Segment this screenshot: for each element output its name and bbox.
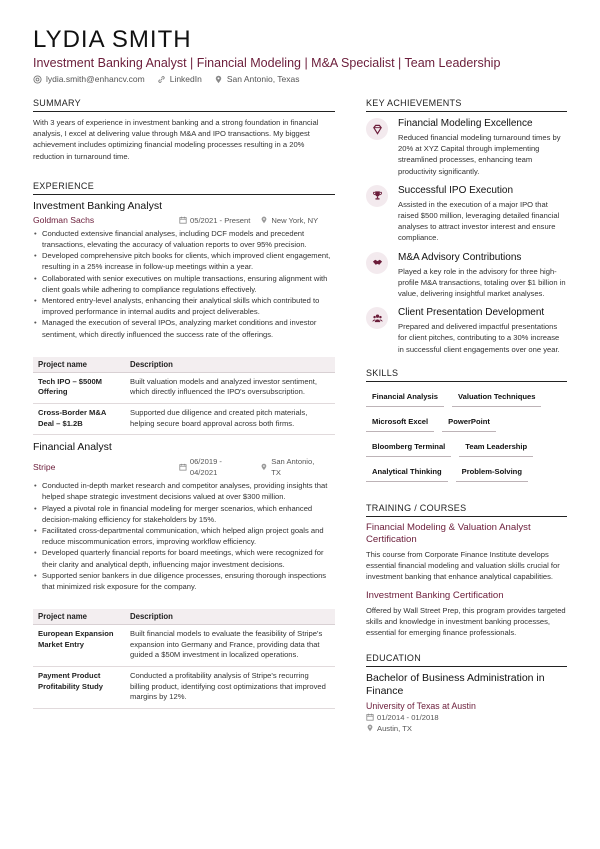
location-pin-icon <box>366 724 374 732</box>
project-desc: Conducted a profitability analysis of Stripe's recurring billing product, identifying cost optimizations that improved margins by 12%. <box>125 667 335 709</box>
experience-heading: EXPERIENCE <box>33 181 335 195</box>
link-icon <box>157 75 166 84</box>
course-desc: Offered by Wall Street Prep, this program provides targeted skills and knowledge in investment banking processes, essential for emerging finance professionals. <box>366 605 566 638</box>
job-meta <box>33 456 335 478</box>
handshake-icon <box>372 257 383 268</box>
bullet-item: • Managed the execution of several IPOs, analyzing market conditions and investor sentiment, which directly influenced the success rate of the offerings. <box>33 317 335 339</box>
education-location <box>366 724 567 733</box>
job-dates-text: 06/2019 - 04/2021 <box>189 457 222 478</box>
contact-row <box>33 74 573 84</box>
achievements-heading: KEY ACHIEVEMENTS <box>366 98 567 112</box>
job-location <box>260 456 325 478</box>
skill-tag: Bloomberg Terminal <box>366 437 451 457</box>
job-dates <box>179 215 250 226</box>
job-title: Investment Banking Analyst <box>33 199 162 212</box>
project-table <box>33 609 335 709</box>
education-school: University of Texas at Austin <box>366 700 476 711</box>
project-desc: Built financial models to evaluate the feasibility of Stripe's expansion into Germany and France, providing data that guided a $50M investment in localized operations. <box>125 625 335 667</box>
training-heading: TRAINING / COURSES <box>366 503 567 517</box>
achievement-icon-wrap <box>366 185 388 207</box>
bullet-item: • Mentored entry-level analysts, enhancing their analytical skills which contributed to improved performance in internal audits and project deliverables. <box>33 295 335 317</box>
achievement-item <box>366 251 567 300</box>
achievement-item <box>366 184 567 244</box>
skill-tag: PowerPoint <box>442 412 496 432</box>
bullet-item: • Conducted in-depth market research and competitor analyses, providing insights that helped shape strategic investment decisions valued at over $300 million. <box>33 480 335 502</box>
column-header: Project name <box>33 357 125 373</box>
column-header: Description <box>125 609 335 625</box>
bullet-item: • Developed quarterly financial reports for board meetings, which were recognized for their clarity and analytical depth, influencing major investment decisions. <box>33 547 335 569</box>
table-row <box>33 667 335 709</box>
education-heading: EDUCATION <box>366 653 567 667</box>
job-bullets <box>33 480 335 592</box>
table-header-row <box>33 609 335 625</box>
job-entry <box>33 441 335 709</box>
at-icon <box>33 75 42 84</box>
resume-header <box>33 26 573 84</box>
achievement-desc: Prepared and delivered impactful presentations for client pitches, contributing to a 30% increase in successful client engagements over one year. <box>398 322 560 354</box>
job-location-text: New York, NY <box>271 215 319 225</box>
education-location-text: Austin, TX <box>377 723 412 733</box>
skills-list <box>366 387 567 487</box>
column-header: Description <box>125 357 335 373</box>
job-entry <box>33 200 335 435</box>
achievement-title: Successful IPO Execution <box>398 184 514 196</box>
achievement-desc: Reduced financial modeling turnaround times by 20% at XYZ Capital through implementing streamlined processes, enhancing team productivity significantly. <box>398 133 561 176</box>
project-name: European Expansion Market Entry <box>33 625 125 667</box>
project-name: Tech IPO – $500M Offering <box>33 372 125 403</box>
summary-text: With 3 years of experience in investment banking and a strong foundation in financial analysis, I excel at delivering value through M&A and IPO transactions. My biggest achievement includes optimizing financial modeling processes resulting in a 20% reduction in turnaround time. <box>33 118 319 161</box>
bullet-item: • Supported senior bankers in due diligence processes, ensuring thorough inspections that minimized risk exposure for the company. <box>33 570 335 592</box>
project-desc: Built valuation models and analyzed investor sentiment, which directly influenced the IPO's oversubscription. <box>125 372 335 403</box>
linkedin-text: LinkedIn <box>169 74 202 84</box>
column-header: Project name <box>33 609 125 625</box>
skill-tag: Financial Analysis <box>366 387 444 407</box>
achievement-desc: Played a key role in the advisory for three high-profile M&A transactions, totaling over $1 billion in value, delivering insightful market analyses. <box>398 266 566 299</box>
achievement-title: Client Presentation Development <box>398 307 545 319</box>
achievement-icon-wrap <box>366 252 388 274</box>
table-row <box>33 625 335 667</box>
job-bullets <box>33 228 335 340</box>
company-name: Stripe <box>33 461 56 472</box>
contact-email[interactable] <box>33 74 145 84</box>
location-pin-icon <box>214 75 223 84</box>
location-text: San Antonio, Texas <box>226 74 300 84</box>
candidate-headline: Investment Banking Analyst | Financial Modeling | M&A Specialist | Team Leadership <box>33 56 501 70</box>
bullet-item: • Conducted extensive financial analyses, including DCF models and precedent transactions, elevating the accuracy of valuation reports to over 95% precision. <box>33 228 335 250</box>
calendar-icon <box>366 713 374 721</box>
achievement-icon-wrap <box>366 307 388 329</box>
bullet-item: • Collaborated with senior executives on multiple transactions, ensuring alignment with client goals while adhering to compliance regulations effectively. <box>33 273 335 295</box>
course-desc: This course from Corporate Finance Institute develops essential financial modeling and valuation skills crucial for investment banking that enhance analytical capabilities. <box>366 549 560 582</box>
skills-heading: SKILLS <box>366 368 567 382</box>
project-table <box>33 357 335 435</box>
education-dates <box>366 713 567 722</box>
achievement-desc: Assisted in the execution of a major IPO that raised $500 million, leveraging detailed financial analyses to attract investor interest and ensure compliance. <box>398 199 560 243</box>
bullet-item: • Played a pivotal role in financial modeling for merger scenarios, which enhanced decision-making efficiency for stakeholders by 15%. <box>33 503 335 525</box>
education-dates-text: 01/2014 - 01/2018 <box>377 712 439 722</box>
achievement-title: Financial Modeling Excellence <box>398 118 533 129</box>
summary-heading: SUMMARY <box>33 98 335 112</box>
contact-location <box>214 74 300 84</box>
table-header-row <box>33 357 335 373</box>
job-location-text: San Antonio, TX <box>271 457 315 478</box>
job-title: Financial Analyst <box>33 441 112 454</box>
project-name: Payment Product Profitability Study <box>33 667 125 709</box>
job-dates-text: 05/2021 - Present <box>190 215 251 225</box>
achievement-item <box>366 117 567 177</box>
achievement-icon-wrap <box>366 118 388 140</box>
education-degree: Bachelor of Business Administration in Finance <box>366 671 545 697</box>
course-title: Investment Banking Certification <box>366 590 504 602</box>
location-pin-icon <box>260 463 268 471</box>
left-column <box>33 98 335 709</box>
table-row <box>33 404 335 435</box>
job-dates <box>179 456 250 478</box>
skill-tag: Analytical Thinking <box>366 462 448 482</box>
bullet-item: • Facilitated cross-departmental communication, which helped align project goals and reduce miscommunication errors, improving workflow efficiency. <box>33 525 335 547</box>
project-desc: Supported due diligence and created pitch materials, helping secure board approval across both firms. <box>125 404 335 435</box>
calendar-icon <box>179 216 187 224</box>
table-row <box>33 372 335 403</box>
email-text: lydia.smith@enhancv.com <box>46 74 145 84</box>
skill-tag: Valuation Techniques <box>452 387 542 407</box>
right-column <box>366 98 567 733</box>
diamond-icon <box>372 124 383 135</box>
achievement-item <box>366 306 567 355</box>
skill-tag: Team Leadership <box>459 437 533 457</box>
people-icon <box>372 313 383 324</box>
achievement-title: M&A Advisory Contributions <box>398 251 522 263</box>
calendar-icon <box>179 463 187 471</box>
job-meta <box>33 215 335 226</box>
job-location <box>260 215 318 226</box>
candidate-name: LYDIA SMITH <box>33 26 192 53</box>
location-pin-icon <box>260 216 268 224</box>
course-title: Financial Modeling & Valuation Analyst Certification <box>366 521 531 546</box>
contact-linkedin[interactable] <box>157 74 202 84</box>
bullet-item: • Developed comprehensive pitch books for clients, which improved client engagement, resulting in a 25% increase in follow-up meetings within a year. <box>33 250 335 272</box>
skill-tag: Problem-Solving <box>456 462 528 482</box>
skill-tag: Microsoft Excel <box>366 412 434 432</box>
company-name: Goldman Sachs <box>33 214 95 225</box>
trophy-icon <box>372 190 383 201</box>
project-name: Cross-Border M&A Deal – $1.2B <box>33 404 125 435</box>
